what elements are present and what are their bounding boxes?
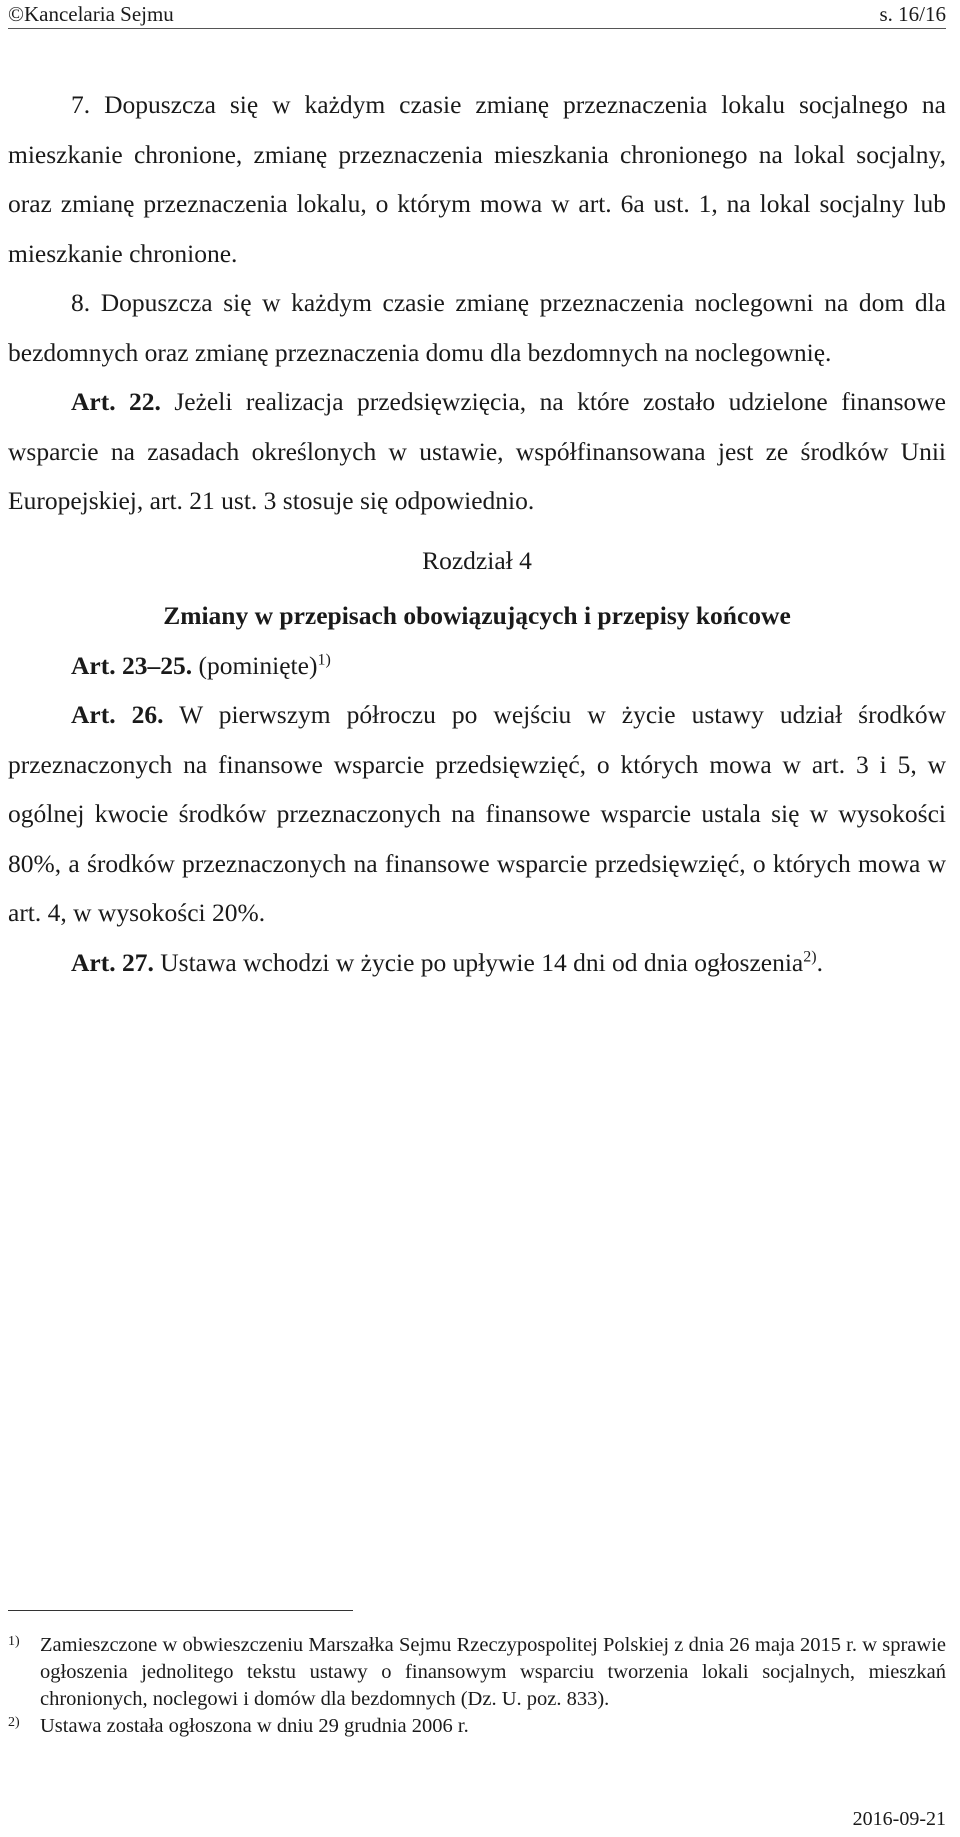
- article-23-25-text: (pominięte): [198, 650, 318, 680]
- footnote-ref-1[interactable]: 1): [317, 651, 331, 668]
- article-26: [8, 690, 946, 938]
- article-23-25: [8, 641, 946, 691]
- chapter-title: Zmiany w przepisach obowiązujących i przepisy końcowe: [163, 601, 791, 630]
- footnote-2: [8, 1713, 946, 1740]
- article-26-label: Art. 26.: [71, 700, 164, 729]
- header-page-number: s. 16/16: [879, 2, 946, 26]
- header-publisher: ©Kancelaria Sejmu: [8, 2, 174, 26]
- article-23-25-label: Art. 23–25.: [71, 650, 193, 680]
- document-body: [8, 80, 946, 987]
- article-26-text: W pierwszym półroczu po wejściu w życie ustawy udział środków przeznaczonych na finansowe wsparcie przedsięwzięć, o których mowa w art. 3 i 5, w ogólnej kwocie środków przeznaczonych na finansowe wsparcie ustala się w wysokości 80%, a środków przeznaczonych na finansowe wsparcie przedsięwzięć, o których mowa w art. 4, w wysokości 20%.: [8, 700, 947, 927]
- article-27-end: .: [816, 947, 823, 977]
- paragraph-8: 8. Dopuszcza się w każdym czasie zmianę przeznaczenia noclegowni na dom dla bezdomnych oraz zmianę przeznaczenia domu dla bezdomnych na noclegownię.: [8, 288, 946, 367]
- footnote-2-mark: 2): [8, 1715, 20, 1730]
- footnote-divider: [8, 1610, 353, 1611]
- footnote-1: [8, 1632, 946, 1713]
- article-22: [8, 377, 946, 526]
- footnote-ref-2[interactable]: 2): [803, 948, 817, 965]
- footnotes: [8, 1632, 946, 1740]
- footnote-2-text: Ustawa została ogłoszona w dniu 29 grudnia 2006 r.: [40, 1715, 469, 1737]
- article-27-text: Ustawa wchodzi w życie po upływie 14 dni od dnia ogłoszenia: [160, 947, 804, 977]
- footnote-1-mark: 1): [8, 1634, 20, 1649]
- page-header: [8, 2, 946, 28]
- article-22-label: Art. 22.: [71, 387, 161, 416]
- article-27-label: Art. 27.: [71, 947, 154, 977]
- header-divider: [8, 28, 946, 29]
- footnote-1-text: Zamieszczone w obwieszczeniu Marszałka Sejmu Rzeczypospolitej Polskiej z dnia 26 maja 2015 r. w sprawie ogłoszenia jednolitego tekstu ustawy o finansowym wsparciu tworzenia lokali socjalnych, mieszkań chronionych, noclegowi i domów dla bezdomnych (Dz. U. poz. 833).: [40, 1634, 946, 1710]
- article-27: [8, 938, 946, 988]
- article-22-text: Jeżeli realizacja przedsięwzięcia, na które zostało udzielone finansowe wsparcie na zasadach określonych w ustawie, współfinansowana jest ze środków Unii Europejskiej, art. 21 ust. 3 stosuje się odpowiednio.: [8, 387, 946, 515]
- paragraph-7: 7. Dopuszcza się w każdym czasie zmianę przeznaczenia lokalu socjalnego na mieszkanie chronione, zmianę przeznaczenia mieszkania chronionego na lokal socjalny, oraz zmianę przeznaczenia lokalu, o którym mowa w art. 6a ust. 1, na lokal socjalny lub mieszkanie chronione.: [8, 90, 946, 268]
- footer-date: 2016-09-21: [852, 1808, 946, 1830]
- chapter-number: Rozdział 4: [422, 545, 532, 575]
